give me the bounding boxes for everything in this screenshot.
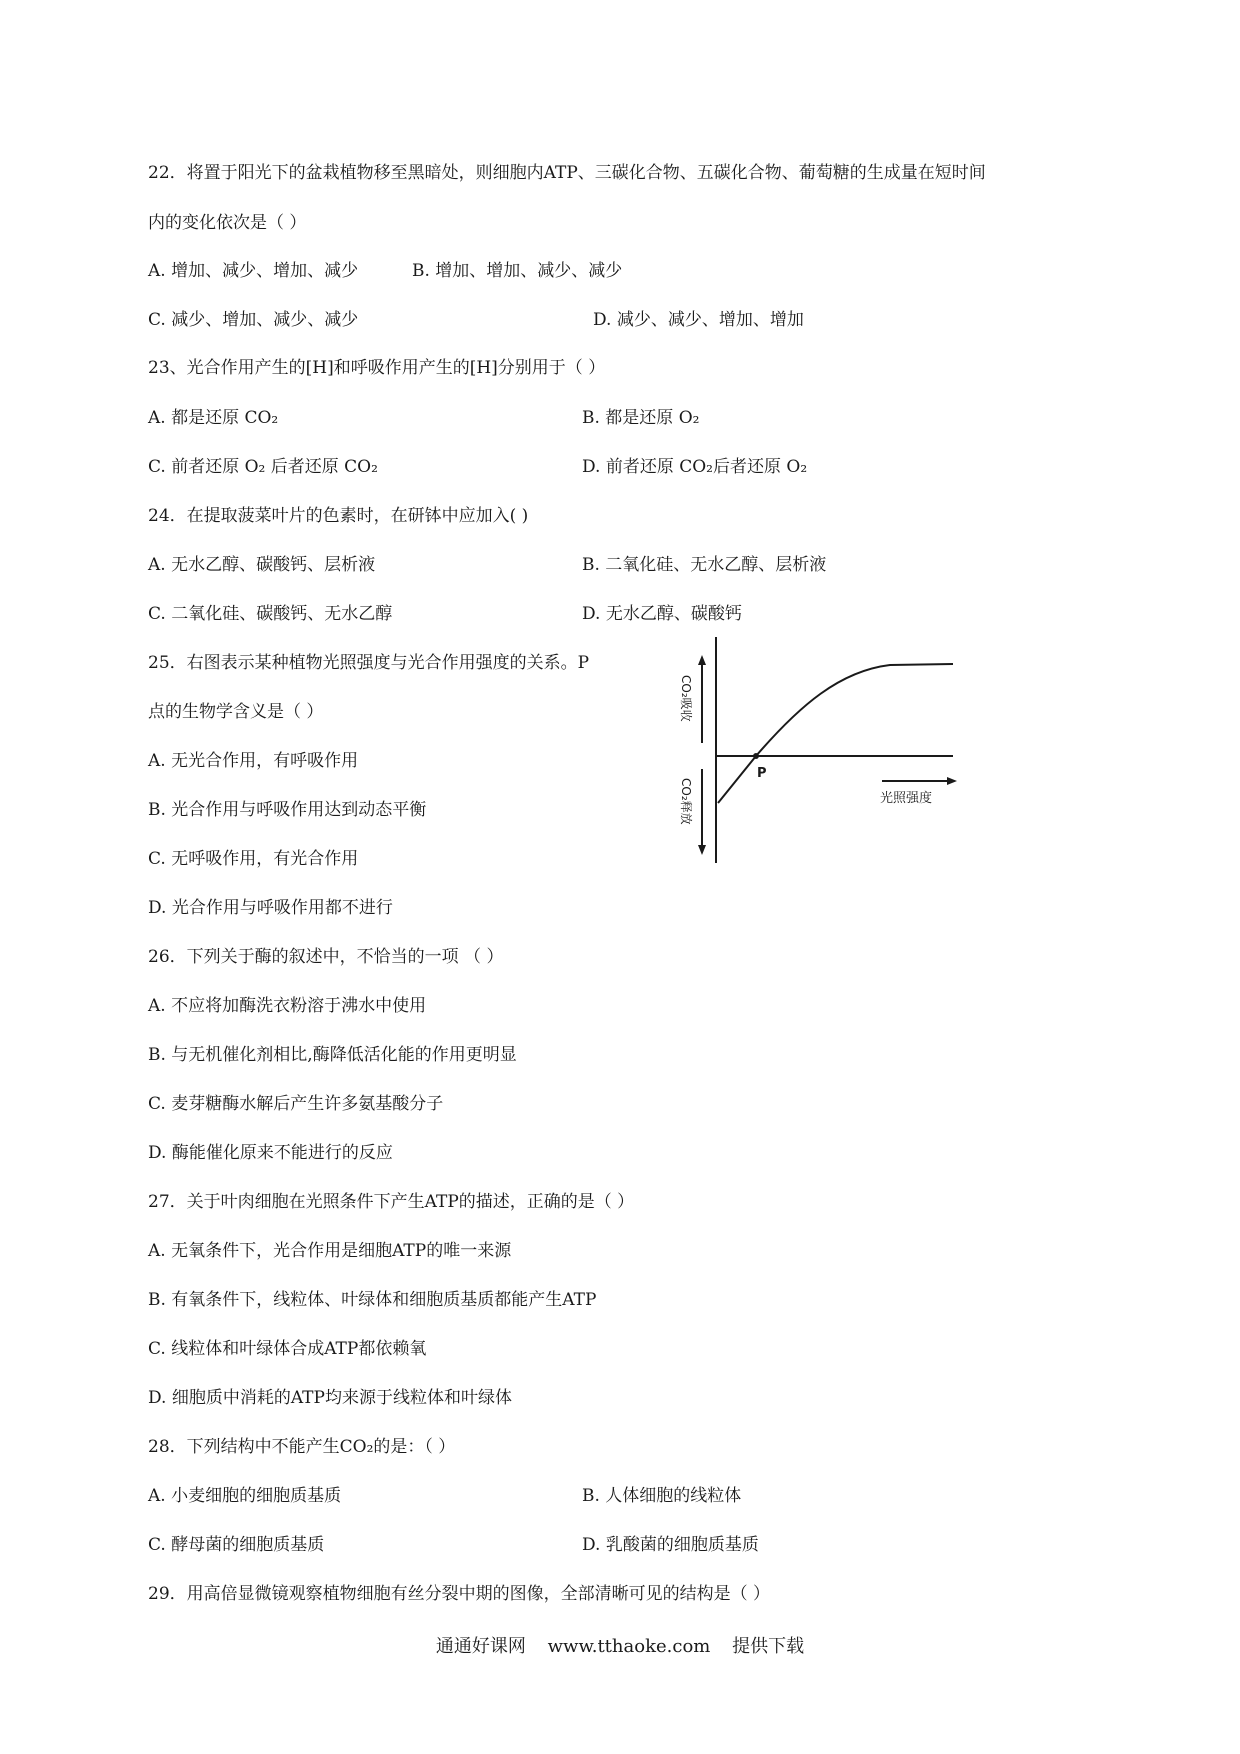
q27-option-b: B. 有氧条件下，线粒体、叶绿体和细胞质基质都能产生ATP	[148, 1290, 597, 1310]
q23-option-b: B. 都是还原 O₂	[582, 408, 700, 428]
q26-option-b: B. 与无机催化剂相比,酶降低活化能的作用更明显	[148, 1045, 517, 1065]
y-lower-label: CO₂释放	[679, 778, 693, 825]
point-p-label: P	[757, 766, 767, 781]
q22-stem-line1: 22．将置于阳光下的盆栽植物移至黑暗处，则细胞内ATP、三碳化合物、五碳化合物、葡萄糖的生成量在短时间	[148, 163, 986, 183]
q24-stem: 24．在提取菠菜叶片的色素时，在研钵中应加入( )	[148, 506, 529, 526]
q24-option-d: D. 无水乙醇、碳酸钙	[582, 604, 742, 624]
q28-stem: 28．下列结构中不能产生CO₂的是：（ ）	[148, 1437, 456, 1457]
q25-stem-line1: 25．右图表示某种植物光照强度与光合作用强度的关系。P	[148, 653, 590, 673]
q25-option-c: C. 无呼吸作用，有光合作用	[148, 849, 359, 869]
page-footer	[0, 1632, 1240, 1658]
footer-site-name: 通通好课网	[435, 1636, 526, 1657]
q24-option-a: A. 无水乙醇、碳酸钙、层析液	[148, 555, 376, 575]
q23-option-c: C. 前者还原 O₂ 后者还原 CO₂	[148, 457, 378, 477]
q28-option-b: B. 人体细胞的线粒体	[582, 1486, 742, 1506]
q22-stem-line2: 内的变化依次是（ ）	[148, 213, 307, 233]
q29-stem: 29．用高倍显微镜观察植物细胞有丝分裂中期的图像，全部清晰可见的结构是（ ）	[148, 1584, 771, 1604]
q22-option-a: A. 增加、减少、增加、减少	[148, 261, 359, 281]
footer-note: 提供下载	[732, 1636, 805, 1657]
q26-option-c: C. 麦芽糖酶水解后产生许多氨基酸分子	[148, 1094, 444, 1114]
q27-option-c: C. 线粒体和叶绿体合成ATP都依赖氧	[148, 1339, 427, 1359]
q22-option-b: B. 增加、增加、减少、减少	[412, 261, 623, 281]
q22-option-c: C. 减少、增加、减少、减少	[148, 310, 359, 330]
q24-option-c: C. 二氧化硅、碳酸钙、无水乙醇	[148, 604, 393, 624]
footer-url[interactable]: www.tthaoke.com	[547, 1636, 711, 1657]
q27-option-d: D. 细胞质中消耗的ATP均来源于线粒体和叶绿体	[148, 1388, 512, 1408]
q25-option-d: D. 光合作用与呼吸作用都不进行	[148, 898, 393, 918]
light-intensity-photosynthesis-graph	[660, 635, 970, 865]
q24-option-b: B. 二氧化硅、无水乙醇、层析液	[582, 555, 827, 575]
x-axis-label: 光照强度	[880, 791, 933, 806]
q23-option-d: D. 前者还原 CO₂后者还原 O₂	[582, 457, 808, 477]
q22-option-d: D. 减少、减少、增加、增加	[593, 310, 804, 330]
lower-arrow-head	[698, 845, 706, 855]
q28-option-c: C. 酵母菌的细胞质基质	[148, 1535, 325, 1555]
q26-stem: 26．下列关于酶的叙述中，不恰当的一项 （ ）	[148, 947, 504, 967]
x-arrow-head	[947, 777, 957, 785]
photosynthesis-curve	[718, 664, 953, 803]
q25-option-b: B. 光合作用与呼吸作用达到动态平衡	[148, 800, 427, 820]
point-p	[753, 753, 759, 759]
q28-option-a: A. 小麦细胞的细胞质基质	[148, 1486, 342, 1506]
q26-option-d: D. 酶能催化原来不能进行的反应	[148, 1143, 393, 1163]
upper-arrow-head	[698, 655, 706, 665]
q28-option-d: D. 乳酸菌的细胞质基质	[582, 1535, 759, 1555]
q26-option-a: A. 不应将加酶洗衣粉溶于沸水中使用	[148, 996, 427, 1016]
q27-option-a: A. 无氧条件下，光合作用是细胞ATP的唯一来源	[148, 1241, 512, 1261]
y-upper-label: CO₂吸收	[679, 675, 693, 722]
q25-option-a: A. 无光合作用，有呼吸作用	[148, 751, 359, 771]
q23-stem: 23、光合作用产生的[H]和呼吸作用产生的[H]分别用于（ ）	[148, 358, 606, 378]
q23-option-a: A. 都是还原 CO₂	[148, 408, 279, 428]
q25-stem-line2: 点的生物学含义是（ ）	[148, 702, 324, 722]
q27-stem: 27．关于叶肉细胞在光照条件下产生ATP的描述，正确的是（ ）	[148, 1192, 635, 1212]
